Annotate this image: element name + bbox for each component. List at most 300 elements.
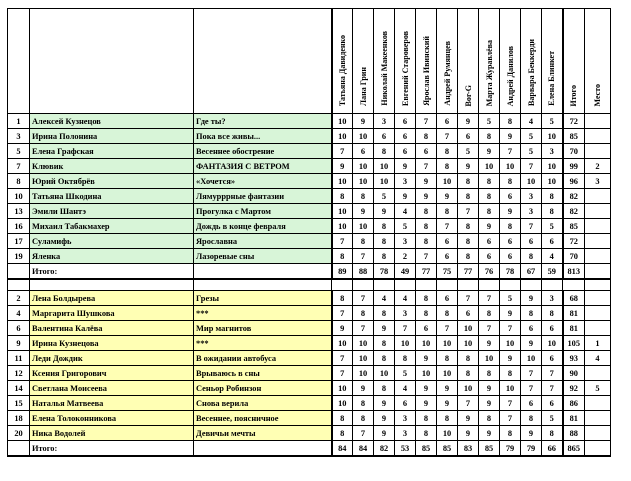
score-cell: 5	[395, 219, 416, 234]
work-title: Весеннее, поясничное	[194, 411, 332, 426]
judge-total: 53	[395, 441, 416, 457]
judge-name: Варвара Беккерди	[526, 39, 536, 106]
row-total: 105	[563, 336, 585, 351]
group-1-body	[8, 114, 611, 280]
judge-total: 89	[332, 264, 353, 280]
score-cell: 9	[500, 351, 521, 366]
judge-total: 85	[437, 441, 458, 457]
table-row	[8, 144, 611, 159]
entry-number: 14	[8, 381, 30, 396]
score-cell: 9	[437, 396, 458, 411]
author-name: Валентина Калёва	[30, 321, 194, 336]
judge-header	[479, 9, 500, 114]
judge-total: 88	[353, 264, 374, 280]
score-cell: 10	[437, 426, 458, 441]
score-cell: 8	[542, 204, 563, 219]
score-cell: 8	[479, 189, 500, 204]
separator-cell	[585, 279, 611, 291]
score-cell: 7	[521, 219, 542, 234]
score-cell: 9	[500, 204, 521, 219]
row-total: 70	[563, 144, 585, 159]
score-cell: 7	[458, 396, 479, 411]
separator-cell	[500, 279, 521, 291]
score-cell: 3	[395, 426, 416, 441]
score-cell: 8	[542, 426, 563, 441]
entry-number: 1	[8, 114, 30, 129]
score-cell: 6	[542, 321, 563, 336]
judge-header	[521, 9, 542, 114]
score-cell: 2	[395, 249, 416, 264]
work-title: Мир магнитов	[194, 321, 332, 336]
score-cell: 8	[353, 234, 374, 249]
author-name: Яленка	[30, 249, 194, 264]
entry-number: 18	[8, 411, 30, 426]
table-row	[8, 381, 611, 396]
separator-cell	[30, 279, 194, 291]
entry-number: 2	[8, 291, 30, 306]
total-blank	[585, 264, 611, 280]
score-cell: 6	[479, 249, 500, 264]
score-cell: 8	[416, 291, 437, 306]
score-cell: 8	[521, 411, 542, 426]
score-cell: 10	[521, 174, 542, 189]
table-row	[8, 174, 611, 189]
group-total-row	[8, 264, 611, 280]
separator-cell	[353, 279, 374, 291]
score-cell: 10	[416, 366, 437, 381]
judge-name: Ярослав Ивинский	[421, 36, 431, 106]
judge-total: 83	[458, 441, 479, 457]
score-cell: 10	[374, 366, 395, 381]
score-cell: 9	[353, 204, 374, 219]
author-name: Маргарита Шушкова	[30, 306, 194, 321]
row-place	[585, 396, 611, 411]
score-cell: 5	[542, 219, 563, 234]
score-cell: 7	[437, 129, 458, 144]
score-cell: 9	[521, 336, 542, 351]
judge-name: Елена Блинкет	[547, 51, 557, 106]
score-cell: 8	[353, 306, 374, 321]
row-place	[585, 204, 611, 219]
score-cell: 10	[542, 129, 563, 144]
score-cell: 8	[437, 144, 458, 159]
score-cell: 8	[437, 351, 458, 366]
score-cell: 9	[479, 336, 500, 351]
score-cell: 6	[521, 321, 542, 336]
score-cell: 9	[521, 426, 542, 441]
work-title: Где ты?	[194, 114, 332, 129]
separator-cell	[437, 279, 458, 291]
row-total: 85	[563, 219, 585, 234]
score-cell: 9	[374, 411, 395, 426]
entry-number: 17	[8, 234, 30, 249]
score-cell: 5	[542, 114, 563, 129]
work-title: Грезы	[194, 291, 332, 306]
score-cell: 9	[416, 174, 437, 189]
separator-cell	[458, 279, 479, 291]
score-cell: 7	[416, 249, 437, 264]
score-cell: 7	[437, 321, 458, 336]
score-cell: 7	[332, 234, 353, 249]
score-cell: 10	[437, 366, 458, 381]
table-row	[8, 291, 611, 306]
work-title: Врываюсь в сны	[194, 366, 332, 381]
score-cell: 9	[353, 114, 374, 129]
row-place	[585, 189, 611, 204]
judge-total: 82	[374, 441, 395, 457]
judge-header	[437, 9, 458, 114]
score-cell: 7	[437, 219, 458, 234]
header-author	[30, 9, 194, 114]
score-cell: 10	[458, 336, 479, 351]
score-cell: 7	[332, 306, 353, 321]
row-place: 5	[585, 381, 611, 396]
score-cell: 9	[479, 381, 500, 396]
score-cell: 9	[479, 219, 500, 234]
separator-cell	[563, 279, 585, 291]
entry-number: 8	[8, 174, 30, 189]
entry-number: 5	[8, 144, 30, 159]
work-title: «Хочется»	[194, 174, 332, 189]
score-cell: 8	[416, 219, 437, 234]
score-cell: 8	[416, 306, 437, 321]
table-row	[8, 219, 611, 234]
row-total: 81	[563, 321, 585, 336]
place-header-label: Место	[593, 83, 602, 106]
work-title: Пока все живы...	[194, 129, 332, 144]
score-cell: 3	[395, 306, 416, 321]
score-cell: 10	[353, 366, 374, 381]
judge-total: 77	[416, 264, 437, 280]
work-title: Лямурррные фантазии	[194, 189, 332, 204]
table-row	[8, 114, 611, 129]
score-cell: 7	[332, 351, 353, 366]
score-cell: 9	[479, 426, 500, 441]
grand-total: 813	[563, 264, 585, 280]
work-title: В ожидании автобуса	[194, 351, 332, 366]
score-cell: 6	[521, 396, 542, 411]
score-cell: 6	[374, 129, 395, 144]
score-cell: 5	[479, 114, 500, 129]
score-cell: 8	[332, 411, 353, 426]
score-cell: 10	[479, 351, 500, 366]
score-cell: 5	[500, 291, 521, 306]
score-cell: 6	[353, 144, 374, 159]
score-cell: 10	[458, 321, 479, 336]
separator-cell	[374, 279, 395, 291]
row-place	[585, 129, 611, 144]
work-title: Прогулка с Мартом	[194, 204, 332, 219]
score-cell: 10	[374, 174, 395, 189]
score-cell: 8	[458, 189, 479, 204]
score-cell: 10	[542, 336, 563, 351]
score-cell: 9	[479, 396, 500, 411]
separator-row	[8, 279, 611, 291]
row-place	[585, 144, 611, 159]
score-cell: 9	[374, 426, 395, 441]
table-row	[8, 129, 611, 144]
results-table	[7, 8, 611, 457]
judge-name: Bor-G	[463, 84, 473, 106]
score-cell: 6	[437, 249, 458, 264]
judge-total: 67	[521, 264, 542, 280]
score-cell: 8	[332, 426, 353, 441]
score-cell: 8	[416, 411, 437, 426]
score-cell: 7	[416, 114, 437, 129]
judge-total: 85	[479, 441, 500, 457]
score-cell: 6	[395, 129, 416, 144]
score-cell: 7	[521, 381, 542, 396]
judge-name: Евгений Староверов	[400, 31, 410, 106]
score-cell: 6	[416, 321, 437, 336]
row-total: 82	[563, 189, 585, 204]
score-cell: 9	[416, 381, 437, 396]
score-cell: 3	[374, 114, 395, 129]
score-cell: 8	[374, 234, 395, 249]
author-name: Лена Болдырева	[30, 291, 194, 306]
author-name: Елена Толоконникова	[30, 411, 194, 426]
score-cell: 5	[521, 144, 542, 159]
group-2-body	[8, 279, 611, 456]
score-cell: 7	[395, 321, 416, 336]
score-cell: 10	[332, 381, 353, 396]
score-cell: 9	[374, 204, 395, 219]
score-cell: 7	[500, 321, 521, 336]
row-total: 72	[563, 234, 585, 249]
score-cell: 3	[395, 234, 416, 249]
judges-header-row	[8, 9, 611, 114]
judge-header	[416, 9, 437, 114]
row-place	[585, 321, 611, 336]
score-cell: 7	[353, 426, 374, 441]
grand-total: 865	[563, 441, 585, 457]
score-cell: 7	[353, 249, 374, 264]
score-cell: 9	[416, 351, 437, 366]
row-place	[585, 411, 611, 426]
header-title	[194, 9, 332, 114]
score-cell: 10	[437, 336, 458, 351]
score-cell: 8	[500, 174, 521, 189]
score-cell: 7	[479, 321, 500, 336]
table-row	[8, 321, 611, 336]
author-name: Ксения Григорович	[30, 366, 194, 381]
score-cell: 8	[353, 411, 374, 426]
score-cell: 8	[395, 351, 416, 366]
score-cell: 10	[332, 204, 353, 219]
score-cell: 5	[458, 144, 479, 159]
row-place: 4	[585, 351, 611, 366]
score-cell: 6	[542, 234, 563, 249]
judge-total: 84	[353, 441, 374, 457]
score-cell: 4	[542, 249, 563, 264]
row-total: 96	[563, 174, 585, 189]
judge-header	[353, 9, 374, 114]
score-cell: 10	[353, 336, 374, 351]
author-name: Наталья Матвеева	[30, 396, 194, 411]
score-cell: 3	[395, 174, 416, 189]
score-cell: 10	[542, 159, 563, 174]
row-total: 99	[563, 159, 585, 174]
score-cell: 10	[353, 351, 374, 366]
judge-total: 85	[416, 441, 437, 457]
entry-number: 11	[8, 351, 30, 366]
judge-total: 79	[521, 441, 542, 457]
score-cell: 8	[437, 204, 458, 219]
judge-name: Марта Журавлёва	[484, 39, 494, 106]
judge-total: 75	[437, 264, 458, 280]
total-label: Итого:	[30, 441, 194, 457]
score-cell: 7	[458, 291, 479, 306]
score-cell: 8	[437, 306, 458, 321]
score-cell: 6	[500, 234, 521, 249]
table-row	[8, 249, 611, 264]
score-cell: 8	[458, 366, 479, 381]
separator-cell	[395, 279, 416, 291]
score-cell: 8	[458, 219, 479, 234]
score-cell: 6	[437, 114, 458, 129]
score-cell: 5	[374, 189, 395, 204]
score-cell: 8	[500, 219, 521, 234]
score-cell: 8	[374, 351, 395, 366]
row-place	[585, 291, 611, 306]
table-row	[8, 234, 611, 249]
score-cell: 9	[458, 114, 479, 129]
score-cell: 4	[395, 381, 416, 396]
separator-cell	[194, 279, 332, 291]
judge-name: Андрей Данилов	[505, 45, 515, 106]
score-cell: 5	[395, 366, 416, 381]
total-blank	[194, 264, 332, 280]
score-cell: 6	[500, 249, 521, 264]
score-cell: 8	[521, 306, 542, 321]
author-name: Ирина Кузнецова	[30, 336, 194, 351]
score-cell: 6	[416, 144, 437, 159]
work-title: Снова верила	[194, 396, 332, 411]
total-header-label: Итого	[569, 84, 579, 106]
work-title: Ярославна	[194, 234, 332, 249]
score-cell: 10	[353, 159, 374, 174]
entry-number: 15	[8, 396, 30, 411]
work-title: Сеньор Робинзон	[194, 381, 332, 396]
work-title: ***	[194, 336, 332, 351]
table-row	[8, 351, 611, 366]
score-cell: 10	[353, 174, 374, 189]
score-cell: 9	[521, 291, 542, 306]
row-total: 88	[563, 426, 585, 441]
score-cell: 8	[542, 306, 563, 321]
entry-number: 16	[8, 219, 30, 234]
score-cell: 8	[332, 249, 353, 264]
score-cell: 7	[332, 366, 353, 381]
score-cell: 7	[332, 144, 353, 159]
score-cell: 8	[500, 426, 521, 441]
table-row	[8, 189, 611, 204]
row-total: 86	[563, 396, 585, 411]
total-blank	[8, 441, 30, 457]
judge-total: 49	[395, 264, 416, 280]
total-header	[563, 9, 585, 114]
score-cell: 10	[353, 129, 374, 144]
author-name: Татьяна Шкодина	[30, 189, 194, 204]
score-cell: 6	[542, 351, 563, 366]
score-cell: 9	[332, 159, 353, 174]
total-blank	[194, 441, 332, 457]
judge-total: 84	[332, 441, 353, 457]
score-cell: 4	[395, 291, 416, 306]
row-total: 72	[563, 114, 585, 129]
score-cell: 7	[500, 144, 521, 159]
judge-name: Николай Макеенков	[379, 31, 389, 106]
entry-number: 3	[8, 129, 30, 144]
score-cell: 10	[416, 336, 437, 351]
entry-number: 6	[8, 321, 30, 336]
score-cell: 10	[437, 174, 458, 189]
score-cell: 6	[479, 234, 500, 249]
score-cell: 7	[521, 366, 542, 381]
group-total-row	[8, 441, 611, 457]
table-row	[8, 366, 611, 381]
score-cell: 10	[500, 381, 521, 396]
judge-total: 78	[500, 264, 521, 280]
score-cell: 4	[521, 114, 542, 129]
score-cell: 10	[332, 174, 353, 189]
score-cell: 8	[500, 366, 521, 381]
score-cell: 8	[416, 426, 437, 441]
row-place: 3	[585, 174, 611, 189]
score-cell: 10	[353, 219, 374, 234]
score-cell: 8	[479, 129, 500, 144]
score-cell: 9	[437, 381, 458, 396]
score-cell: 10	[332, 396, 353, 411]
judge-header	[500, 9, 521, 114]
score-cell: 7	[416, 159, 437, 174]
score-cell: 9	[395, 189, 416, 204]
score-cell: 6	[437, 234, 458, 249]
score-cell: 7	[479, 291, 500, 306]
entry-number: 12	[8, 366, 30, 381]
author-name: Ника Водолей	[30, 426, 194, 441]
score-cell: 8	[479, 174, 500, 189]
score-cell: 10	[332, 129, 353, 144]
judge-name: Андрей Румянцев	[442, 41, 452, 106]
judge-total: 59	[542, 264, 563, 280]
score-cell: 8	[374, 381, 395, 396]
score-cell: 3	[521, 204, 542, 219]
score-cell: 4	[395, 204, 416, 219]
judge-total: 79	[500, 441, 521, 457]
header-number	[8, 9, 30, 114]
row-total: 82	[563, 204, 585, 219]
entry-number: 9	[8, 336, 30, 351]
score-cell: 8	[458, 174, 479, 189]
score-cell: 7	[353, 321, 374, 336]
separator-cell	[8, 279, 30, 291]
judge-name: Татьяна Давиденко	[337, 34, 347, 106]
score-cell: 7	[542, 381, 563, 396]
author-name: Суламифь	[30, 234, 194, 249]
table-row	[8, 204, 611, 219]
judge-header	[542, 9, 563, 114]
score-cell: 8	[542, 189, 563, 204]
score-cell: 6	[542, 396, 563, 411]
row-place	[585, 249, 611, 264]
author-name: Юрий Октябрёв	[30, 174, 194, 189]
judge-total: 76	[479, 264, 500, 280]
score-cell: 6	[458, 129, 479, 144]
score-cell: 8	[437, 411, 458, 426]
author-name: Ирина Полонина	[30, 129, 194, 144]
row-total: 81	[563, 306, 585, 321]
